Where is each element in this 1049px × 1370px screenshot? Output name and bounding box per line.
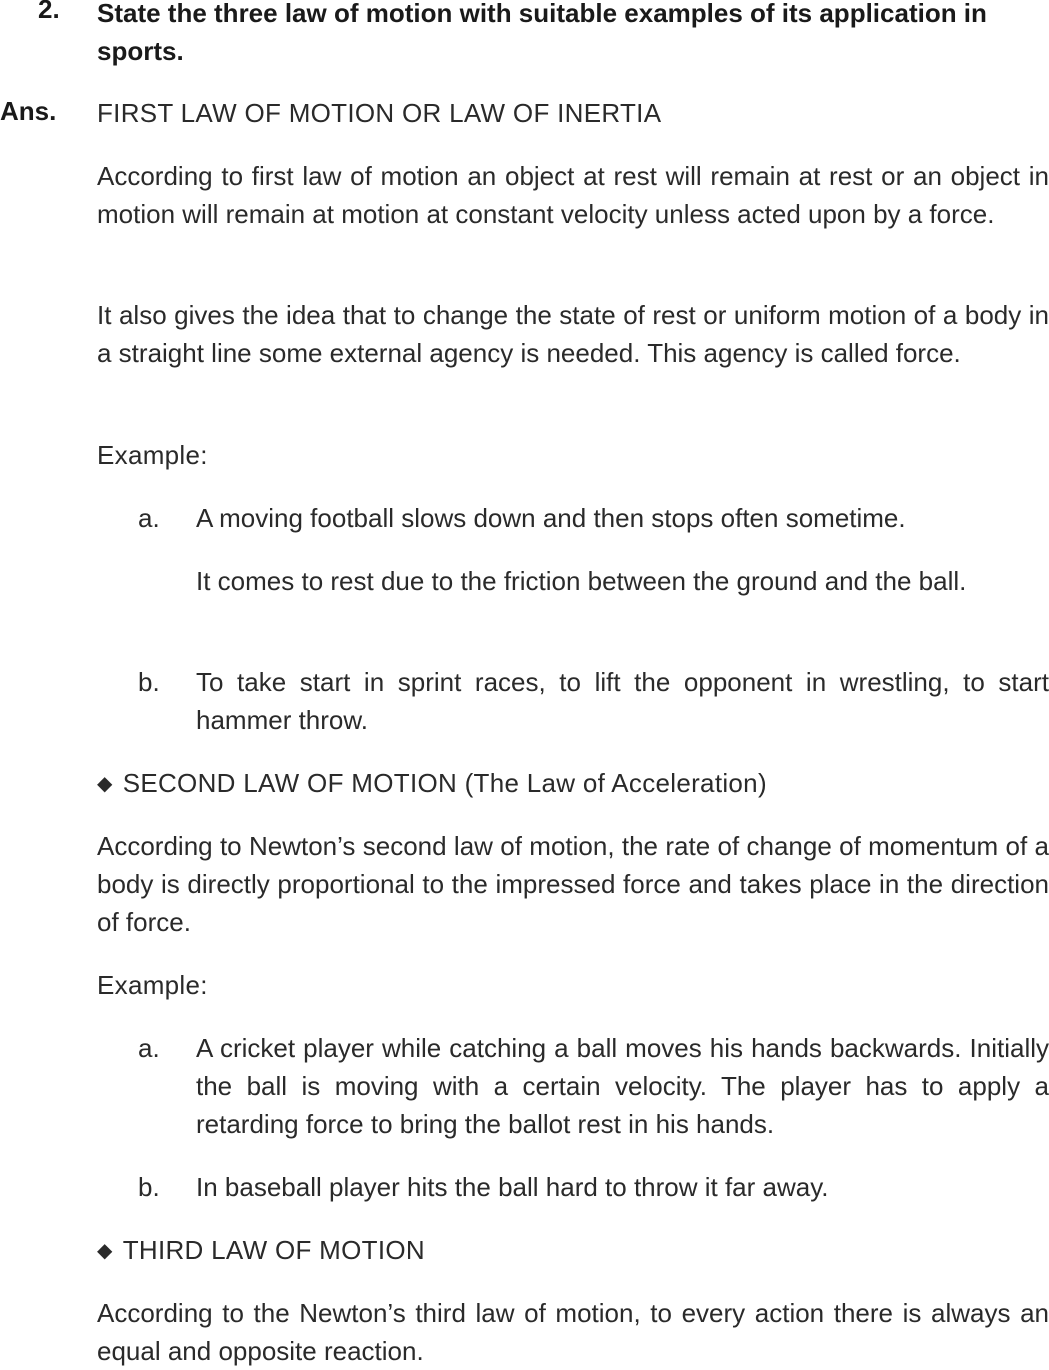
first-law-example-a-label: a.	[138, 503, 160, 533]
first-law-example-a-continuation: It comes to rest due to the friction between the ground and the ball.	[196, 566, 967, 596]
second-law-heading: SECOND LAW OF MOTION (The Law of Acceleration)	[122, 768, 767, 798]
first-law-example-b-text: To take start in sprint races, to lift the opponent in wrestling, to start hammer throw.	[196, 667, 1049, 735]
third-law-heading-row	[97, 1231, 425, 1270]
second-law-paragraph: According to Newton’s second law of motion, the rate of change of momentum of a body is directly proportional to the impressed force and takes place in the direction of force.	[97, 831, 1049, 937]
answer-label: Ans.	[0, 96, 57, 126]
question-text: State the three law of motion with suitable examples of its application in sports.	[97, 0, 987, 66]
first-law-paragraph-2: It also gives the idea that to change the state of rest or uniform motion of a body in a straight line some external agency is needed. This agency is called force.	[97, 300, 1049, 368]
second-law-example-label: Example:	[97, 970, 208, 1000]
second-law-heading-row	[97, 764, 767, 803]
first-law-example-b-label: b.	[138, 667, 160, 697]
diamond-bullet-icon: ◆	[97, 1240, 113, 1262]
first-law-example-label: Example:	[97, 440, 208, 470]
first-law-example-a-text: A moving football slows down and then stops often sometime.	[196, 503, 906, 533]
second-law-example-a-label: a.	[138, 1033, 160, 1063]
second-law-example-b-label: b.	[138, 1172, 160, 1202]
third-law-heading: THIRD LAW OF MOTION	[122, 1235, 425, 1265]
first-law-heading: FIRST LAW OF MOTION OR LAW OF INERTIA	[97, 98, 662, 128]
second-law-example-b-text: In baseball player hits the ball hard to throw it far away.	[196, 1172, 829, 1202]
question-number: 2.	[38, 0, 60, 24]
first-law-paragraph-1: According to first law of motion an object at rest will remain at rest or an object in motion will remain at motion at constant velocity unless acted upon by a force.	[97, 161, 1049, 229]
third-law-paragraph: According to the Newton’s third law of motion, to every action there is always an equal and opposite reaction.	[97, 1298, 1049, 1366]
diamond-bullet-icon: ◆	[97, 773, 113, 795]
second-law-example-a-text: A cricket player while catching a ball moves his hands backwards. Initially the ball is moving with a certain velocity. The player has to apply a retarding force to bring the ballot rest in his hands.	[196, 1033, 1049, 1139]
